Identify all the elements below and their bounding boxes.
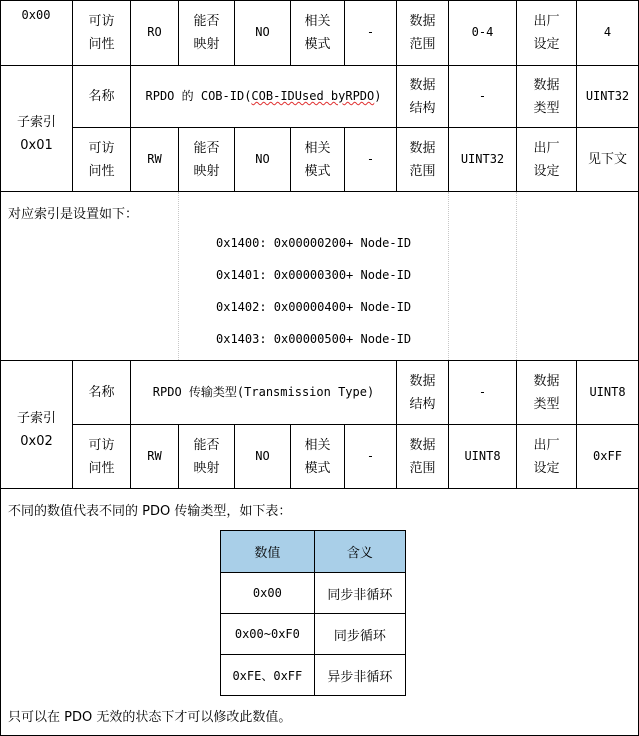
default-label: 出厂 设定 xyxy=(533,13,560,52)
table-row xyxy=(221,614,406,655)
range-label: 数据 范围 xyxy=(409,437,436,476)
default-label: 出厂 设定 xyxy=(533,437,560,476)
mode-value: - xyxy=(366,25,375,39)
map-label: 能否 映射 xyxy=(193,140,220,179)
range-label: 数据 范围 xyxy=(409,140,436,179)
table-row xyxy=(221,655,406,696)
table-header-value: 数值 xyxy=(221,531,315,573)
access-value: RW xyxy=(147,449,162,463)
mode-label: 相关 模式 xyxy=(304,437,331,476)
note-footer: 只可以在 PDO 无效的状态下才可以修改此数值。 xyxy=(8,710,292,725)
map-value: NO xyxy=(255,152,270,166)
table-cell-value: 0x00 xyxy=(221,573,315,614)
struct-value: - xyxy=(478,89,487,103)
table-row xyxy=(221,573,406,614)
name-value-suffix: ) xyxy=(374,89,382,103)
mode-label: 相关 模式 xyxy=(304,140,331,179)
type-label: 数据 类型 xyxy=(533,77,560,116)
transmission-type-table xyxy=(220,530,406,696)
default-value: 0xFF xyxy=(593,449,622,463)
range-value: UINT32 xyxy=(460,152,505,166)
default-label: 出厂 设定 xyxy=(533,140,560,179)
access-label: 可访 问性 xyxy=(88,437,115,476)
map-value: NO xyxy=(255,449,270,463)
struct-label: 数据 结构 xyxy=(409,77,436,116)
subindex-label: 子索引 0x01 xyxy=(16,114,56,153)
table-cell-meaning: 同步循环 xyxy=(314,614,405,655)
name-value: RPDO 传输类型(Transmission Type) xyxy=(152,385,375,399)
range-value: 0-4 xyxy=(471,25,494,39)
index-0x00: 0x00 xyxy=(21,7,51,22)
table-cell-meaning: 同步非循环 xyxy=(314,573,405,614)
table-header-row xyxy=(221,531,406,573)
name-value-underlined: COB-IDUsed byRPDO xyxy=(251,89,375,103)
struct-value: - xyxy=(478,385,487,399)
range-value: UINT8 xyxy=(464,449,501,463)
name-value-prefix: RPDO 的 COB-ID( xyxy=(145,89,252,103)
map-label: 能否 映射 xyxy=(193,437,220,476)
default-value: 4 xyxy=(603,25,612,39)
access-value: RW xyxy=(147,152,162,166)
mode-label: 相关 模式 xyxy=(304,13,331,52)
default-value: 见下文 xyxy=(587,152,627,167)
table-cell-value: 0x00~0xF0 xyxy=(221,614,315,655)
table-header-meaning: 含义 xyxy=(314,531,405,573)
note-line-1: 0x1400: 0x00000200+ Node-ID xyxy=(216,236,412,250)
name-value xyxy=(131,66,396,127)
table-cell-value: 0xFE、0xFF xyxy=(221,655,315,696)
subindex-label: 子索引 0x02 xyxy=(16,410,56,449)
table-cell-meaning: 异步非循环 xyxy=(314,655,405,696)
mode-value: - xyxy=(366,449,375,463)
note-intro: 不同的数值代表不同的 PDO 传输类型，如下表： xyxy=(8,504,292,519)
range-label: 数据 范围 xyxy=(409,13,436,52)
access-label: 可访 问性 xyxy=(88,13,115,52)
mode-value: - xyxy=(366,152,375,166)
note-intro: 对应索引是设置如下： xyxy=(8,207,139,222)
note-line-2: 0x1401: 0x00000300+ Node-ID xyxy=(216,268,412,282)
access-value: RO xyxy=(147,25,162,39)
note-line-4: 0x1403: 0x00000500+ Node-ID xyxy=(216,332,412,346)
name-label: 名称 xyxy=(88,385,115,400)
map-value: NO xyxy=(255,25,270,39)
access-label: 可访 问性 xyxy=(88,140,115,179)
type-value: UINT32 xyxy=(585,89,630,103)
note-line-3: 0x1402: 0x00000400+ Node-ID xyxy=(216,300,412,314)
type-value: UINT8 xyxy=(589,385,626,399)
struct-label: 数据 结构 xyxy=(409,373,436,412)
type-label: 数据 类型 xyxy=(533,373,560,412)
name-label: 名称 xyxy=(88,89,115,104)
map-label: 能否 映射 xyxy=(193,13,220,52)
